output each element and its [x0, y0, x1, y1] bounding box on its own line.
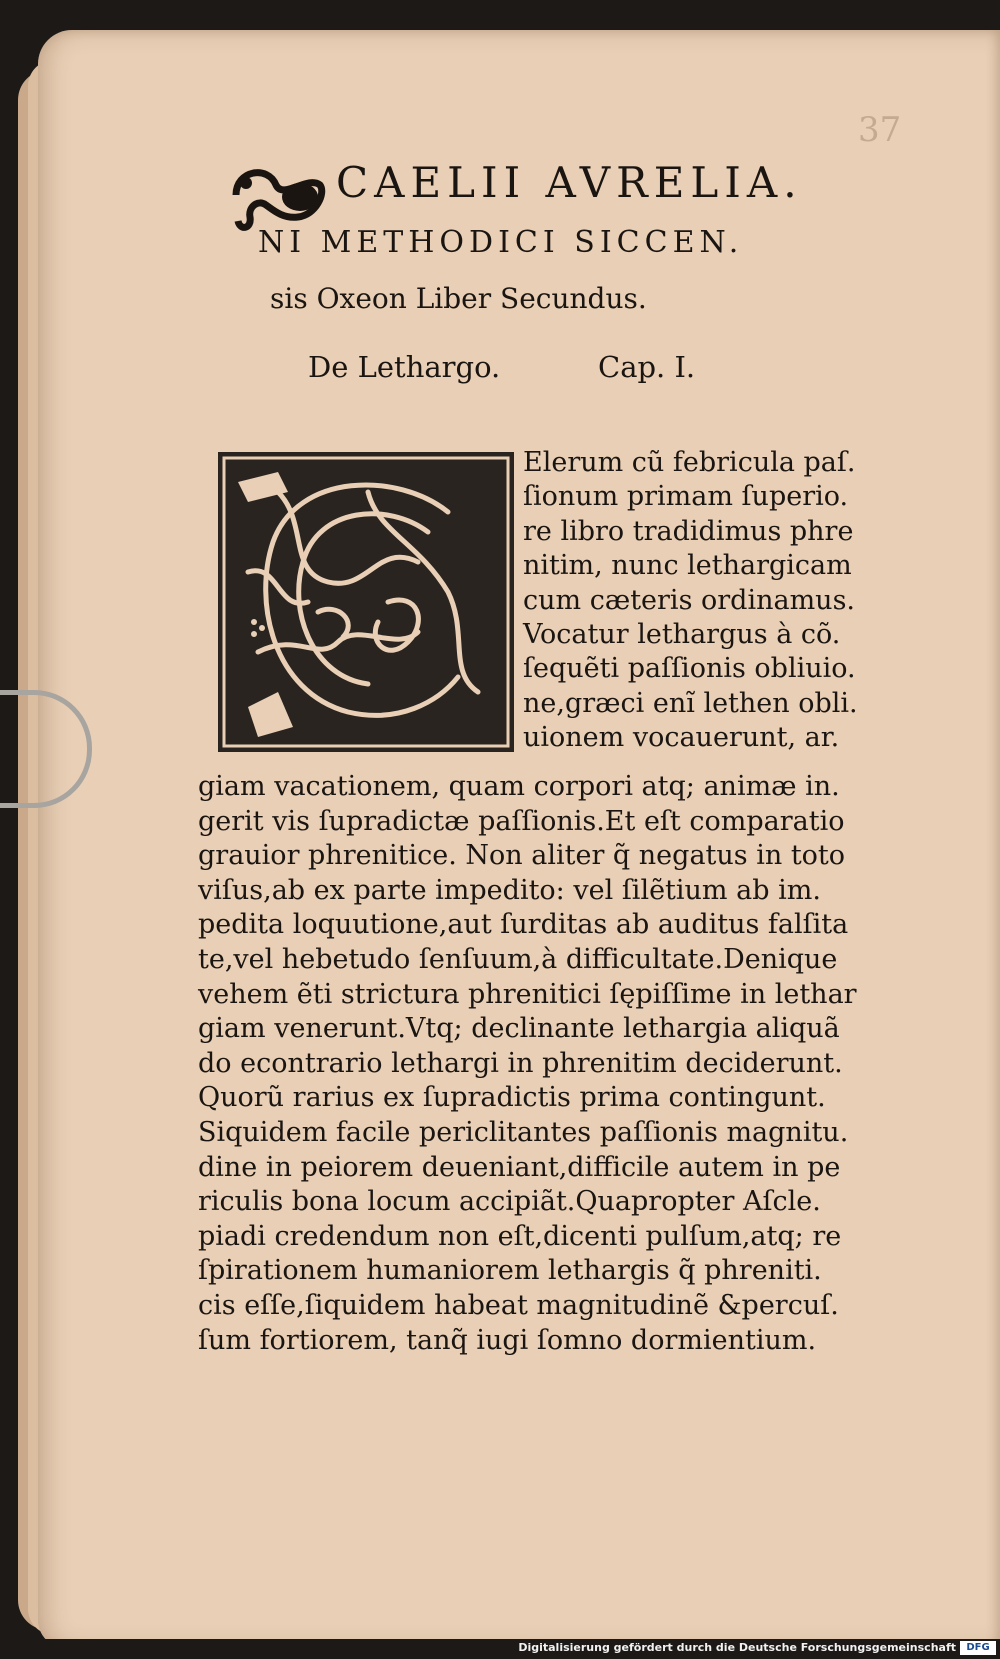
chapter-number: Cap. I.	[598, 350, 696, 384]
text-line: re libro tradidimus phre	[523, 515, 854, 547]
text-line: Quorũ rarius ex ſupradictis prima contingunt.	[198, 1082, 826, 1114]
text-line: te,vel hebetudo ſenſuum,à difficultate.Denique	[198, 944, 838, 975]
text-line: gerit vis ſupradictæ paſſionis.Et eſt comparatio	[198, 805, 845, 837]
text-line: dine in peiorem deueniant,difficile autem in pe	[198, 1151, 841, 1183]
footer-credit: Digitalisierung gefördert durch die Deutsche Forschungsgemeinschaft	[518, 1641, 956, 1654]
text-line: ſum fortiorem, tanq̃ iugi ſomno dormientium.	[198, 1324, 817, 1356]
text-line: vehem ẽti strictura phrenitici ſępiſſime in lethar	[198, 978, 857, 1010]
text-line: uionem vocauerunt, ar.	[523, 722, 840, 754]
text-line: piadi credendum non eſt,dicenti pulſum,atq; re	[198, 1220, 842, 1252]
text-line: Elerum cũ febricula paſ.	[523, 447, 856, 478]
text-line: do econtrario lethargi in phrenitim deciderunt.	[198, 1047, 843, 1079]
text-line: viſus,ab ex parte impedito: vel ſilẽtium ab im.	[198, 874, 821, 906]
text-line: ſequẽti paſſionis obliuio.	[523, 653, 856, 685]
text-line: pedita loquutione,aut ſurditas ab auditus falſita	[198, 909, 849, 941]
dfg-logo: DFG	[960, 1641, 996, 1655]
title-line-3: sis Oxeon Liber Secundus.	[270, 282, 647, 315]
title-line-2: NI METHODICI SICCEN.	[258, 225, 744, 260]
decorated-initial-c-icon	[218, 452, 514, 752]
text-line: ne,græci enĩ lethen obli.	[523, 687, 858, 719]
text-line: ſpirationem humaniorem lethargis q̃ phreniti.	[198, 1255, 822, 1287]
text-line: giam vacationem, quam corpori atq; animæ in.	[198, 771, 840, 802]
text-line: nitim, nunc lethargicam	[523, 550, 852, 582]
text-line: grauior phrenitice. Non aliter q̃ negatus in toto	[198, 840, 846, 872]
footer-bar	[0, 1639, 1000, 1659]
text-line: riculis bona locum accipiãt.Quapropter Aſcle.	[198, 1186, 821, 1218]
text-line: ſionum primam ſuperio.	[523, 481, 849, 513]
text-line: giam venerunt.Vtq; declinante lethargia aliquã	[198, 1013, 840, 1045]
text-line: cum cæteris ordinamus.	[523, 584, 856, 616]
fleuron-ornament-icon	[228, 155, 328, 235]
title-line-1: CAELII AVRELIA.	[336, 158, 803, 207]
text-line: Vocatur lethargus à cõ.	[523, 619, 841, 650]
page-number: 37	[858, 110, 902, 150]
chapter-title: De Lethargo.	[308, 350, 501, 384]
text-line: Siquidem facile periclitantes paſſionis magnitu.	[198, 1117, 849, 1148]
text-line: cis eſſe,ſiquidem habeat magnitudinẽ &percuſ.	[198, 1290, 839, 1321]
